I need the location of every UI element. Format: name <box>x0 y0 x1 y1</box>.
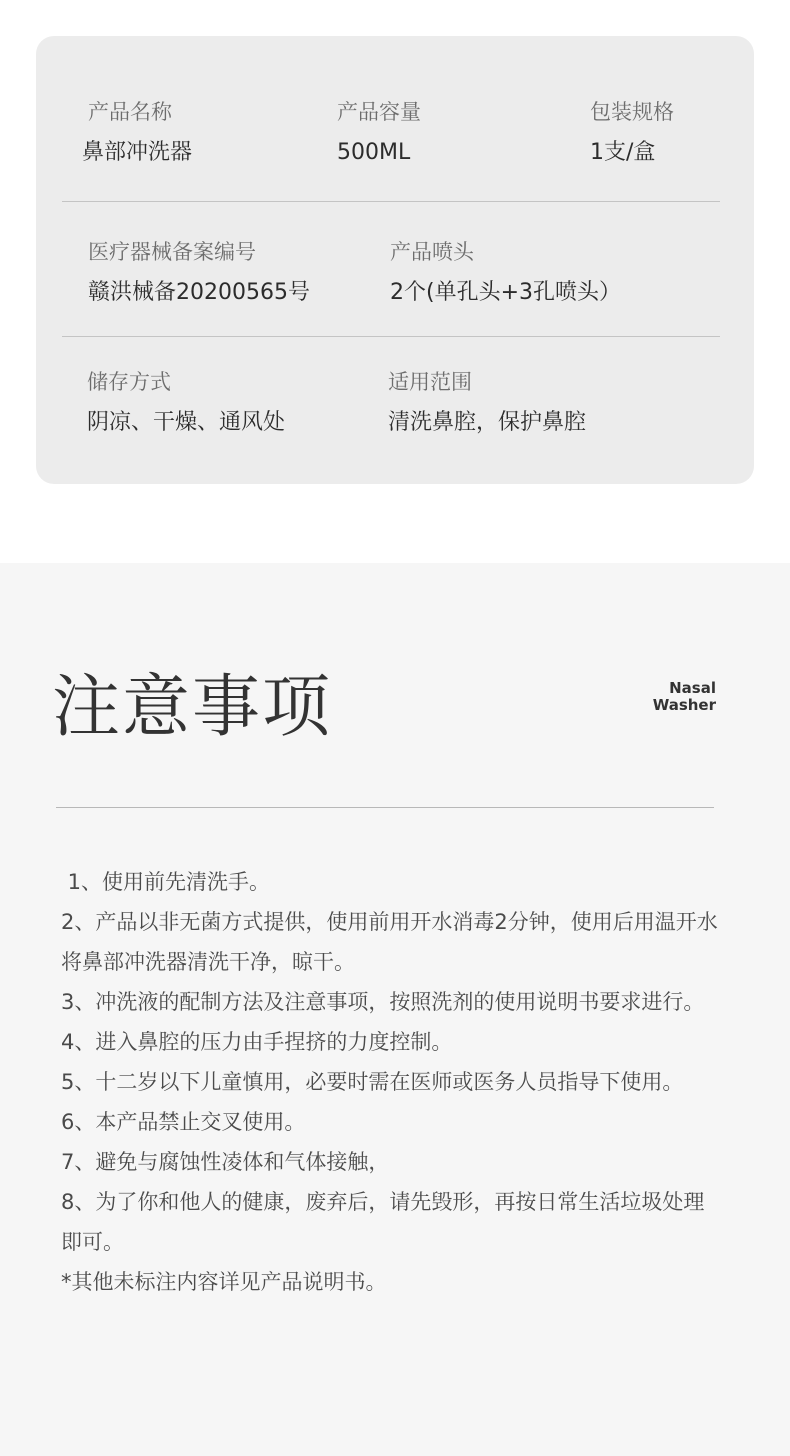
notice-item: *其他未标注内容详见产品说明书。 <box>61 1270 387 1294</box>
notice-subtitle <box>653 680 716 714</box>
spec-divider <box>62 201 720 202</box>
spec-capacity <box>337 98 421 168</box>
spec-value: 500ML <box>337 140 411 165</box>
notice-item: 3、冲洗液的配制方法及注意事项，按照洗剂的使用说明书要求进行。 <box>61 990 705 1014</box>
spec-section <box>0 0 790 563</box>
notice-title: 注意事项 <box>52 668 333 747</box>
spec-value: 鼻部冲洗器 <box>82 140 193 165</box>
notice-divider <box>56 807 714 808</box>
spec-label: 包装规格 <box>590 100 674 124</box>
spec-registration <box>88 238 310 308</box>
spec-label: 适用范围 <box>388 370 472 394</box>
spec-divider <box>62 336 720 337</box>
spec-value: 清洗鼻腔，保护鼻腔 <box>388 410 587 435</box>
subtitle-line: Washer <box>652 696 716 714</box>
spec-label: 医疗器械备案编号 <box>88 240 256 264</box>
notice-item: 7、避免与腐蚀性凌体和气体接触， <box>61 1150 390 1174</box>
notice-item: 8、为了你和他人的健康，废弃后，请先毁形，再按日常生活垃圾处理即可。 <box>61 1190 705 1254</box>
spec-storage <box>87 368 285 438</box>
notice-list <box>61 862 721 1302</box>
notice-item: 4、进入鼻腔的压力由手捏挤的力度控制。 <box>61 1030 453 1054</box>
spec-nozzle <box>390 238 621 308</box>
spec-label: 产品喷头 <box>390 240 474 264</box>
notice-item: 1、使用前先清洗手。 <box>61 870 271 894</box>
spec-value: 1支/盒 <box>590 140 656 165</box>
notice-item: 5、十二岁以下儿童慎用，必要时需在医师或医务人员指导下使用。 <box>61 1070 684 1094</box>
spec-label: 产品名称 <box>88 100 172 124</box>
notice-item: 6、本产品禁止交叉使用。 <box>61 1110 306 1134</box>
spec-usage <box>388 368 586 438</box>
spec-packaging <box>590 98 674 168</box>
spec-value: 2个(单孔头+3孔喷头） <box>390 280 622 305</box>
spec-value: 阴凉、干燥、通风处 <box>87 410 286 435</box>
spec-value: 赣洪械备20200565号 <box>88 280 310 305</box>
subtitle-line: Nasal <box>669 679 716 697</box>
spec-label: 产品容量 <box>337 100 421 124</box>
spec-label: 储存方式 <box>87 370 171 394</box>
notice-item: 2、产品以非无菌方式提供，使用前用开水消毒2分钟，使用后用温开水将鼻部冲洗器清洗干净，晾干。 <box>61 910 718 974</box>
spec-product-name <box>82 98 193 168</box>
